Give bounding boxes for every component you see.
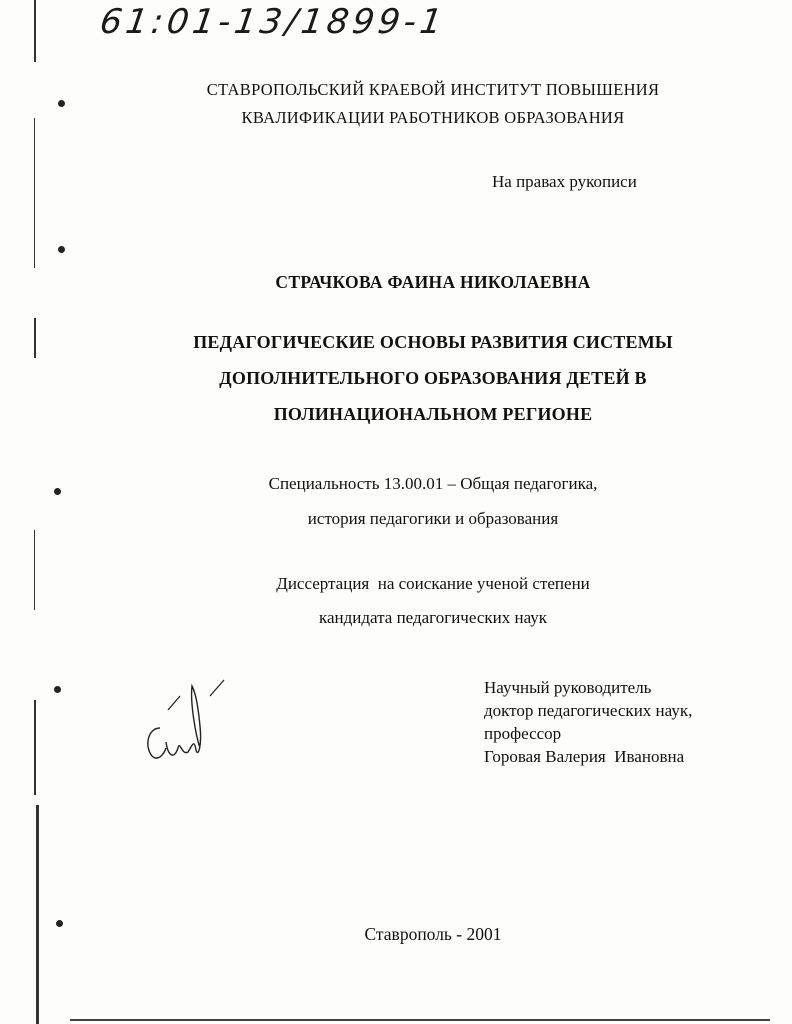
margin-scan-line (34, 118, 35, 268)
specialty-line-1: Специальность 13.00.01 – Общая педагогика, (268, 474, 598, 493)
supervisor-block (484, 676, 692, 768)
institute-name (0, 76, 792, 132)
margin-scan-line (34, 0, 36, 62)
degree-line-2: кандидата педагогических наук (318, 608, 548, 627)
degree-block (0, 567, 792, 635)
city-year: Ставрополь - 2001 (364, 924, 502, 944)
institute-line-1: СТАВРОПОЛЬСКИЙ КРАЕВОЙ ИНСТИТУТ ПОВЫШЕНИЯ (206, 80, 660, 99)
title-line-1: ПЕДАГОГИЧЕСКИЕ ОСНОВЫ РАЗВИТИЯ СИСТЕМЫ (193, 332, 673, 352)
dissertation-title (0, 324, 792, 432)
degree-line-1: Диссертация на соискание ученой степени (276, 574, 590, 593)
handwritten-archive-code: 61:01-13/1899-1 (97, 2, 449, 42)
supervisor-line-2: доктор педагогических наук, (484, 701, 693, 720)
title-line-2: ДОПОЛНИТЕЛЬНОГО ОБРАЗОВАНИЯ ДЕТЕЙ В (219, 368, 647, 388)
institute-line-2: КВАЛИФИКАЦИИ РАБОТНИКОВ ОБРАЗОВАНИЯ (241, 108, 625, 127)
supervisor-line-1: Научный руководитель (484, 678, 652, 697)
supervisor-line-3: профессор (484, 724, 562, 743)
supervisor-line-4: Горовая Валерия Ивановна (484, 747, 685, 766)
manuscript-rights-note: На правах рукописи (492, 172, 637, 191)
title-line-3: ПОЛИНАЦИОНАЛЬНОМ РЕГИОНЕ (273, 404, 593, 424)
author-name: СТРАЧКОВА ФАИНА НИКОЛАЕВНА (275, 272, 591, 292)
margin-scan-line (34, 700, 36, 795)
bottom-scan-edge (70, 1019, 770, 1021)
binding-hole-dot (58, 246, 65, 253)
handwritten-signature (138, 676, 238, 766)
specialty-block (0, 466, 792, 536)
binding-hole-dot (54, 686, 61, 693)
specialty-line-2: история педагогики и образования (307, 509, 559, 528)
margin-scan-line (36, 805, 39, 1024)
